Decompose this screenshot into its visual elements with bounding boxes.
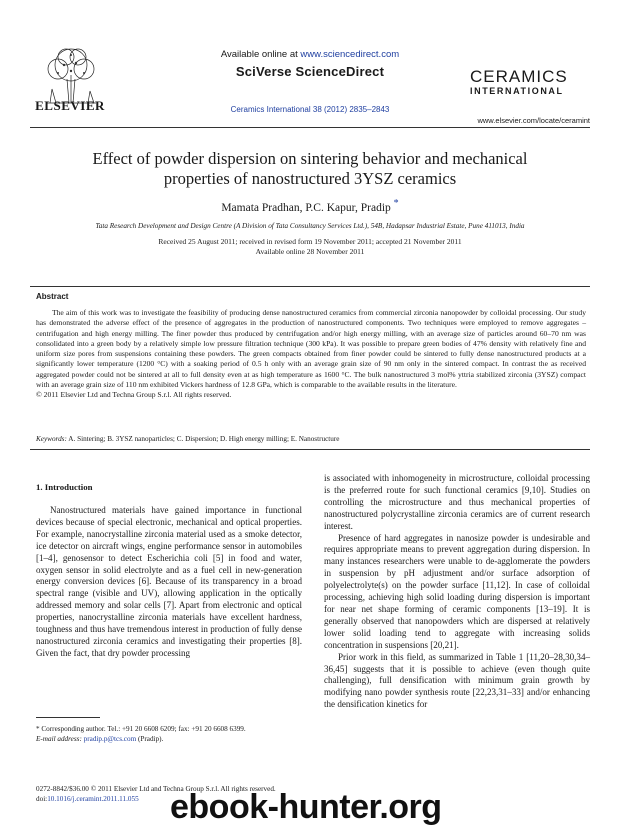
journal-reference-link[interactable]: Ceramics International 38 (2012) 2835–2843 [230, 105, 390, 114]
footnote-divider [36, 717, 100, 718]
journal-logo-line1: CERAMICS [470, 67, 568, 86]
abstract-body [36, 308, 586, 401]
available-online [0, 49, 620, 60]
corresponding-author-note: * Corresponding author. Tel.: +91 20 6608 6209; fax: +91 20 6608 6399. [36, 725, 246, 733]
intro-paragraph-3: Prior work in this field, as summarized in Table 1 [11,20–28,30,34–36,45] suggests that it is possible to achieve (even though quite challenging), full densification with minimum grain growth by modifying nano powder synthesis route [22,23,31–33] and/or enhancing the densification kinetics for [324, 651, 590, 710]
abstract-copyright: © 2011 Elsevier Ltd and Techna Group S.r.l. All rights reserved. [36, 390, 232, 400]
intro-paragraph-2: Presence of hard aggregates in nanosize powder is undesirable and requires appropriate means to prevent aggregation during dispersion. In many instances researchers were unable to de-agglomerate the powders in suspension by pH adjustment and/or surface adsorption of polyelectrolyte(s) on the powder surface [11,12]. In case of colloidal processing, achieving high solid loading during dispersion is important for near net shape forming of ceramic components [13–19]. It is generally observed that nanopowders which are dispersed at relatively lower solid loading tend to aggregate with increasing solids concentration in suspensions [20,21]. [324, 532, 590, 650]
title-line-2: properties of nanostructured 3YSZ ceramics [163, 169, 457, 188]
doi-label: doi: [36, 795, 48, 803]
section-heading-introduction: 1. Introduction [36, 482, 93, 492]
publisher-name: ELSEVIER [35, 98, 105, 113]
article-history [0, 237, 620, 257]
journal-url[interactable]: www.elsevier.com/locate/ceramint [477, 116, 590, 125]
watermark-text: ebook-hunter.org [170, 788, 442, 826]
intro-paragraph-1: Nanostructured materials have gained importance in functional devices because of special electronic, mechanical and optical properties. For example, nanocrystalline zirconia material used as a smoke detector, ice detector on aircraft wings, engine performance sensor in automobiles [1–4], genosensor to detect Escherichia coli [5] in food and water, oxygen sensor in solid electrolyte and as a fuel cell in new-generation energy conversion devices [6]. Because of its transparency in a broad spectral range (visible and UV), allowing application in the optically addressed memory and solar cells [7]. Apart from electronic and optical properties, nanocrystalline zirconia materials have excellent hardness, toughness and thus have tremendous interest in production of fully dense nanostructured zirconia ceramics and investigating their properties [8]. Given the fact, that dry powder processing [36, 505, 302, 658]
keywords [36, 435, 586, 443]
authors: Mamata Pradhan, P.C. Kapur, Pradip [221, 201, 391, 214]
abstract-divider-bottom [30, 449, 590, 450]
sciverse-logo-text: SciVerse ScienceDirect [235, 64, 385, 79]
footnote [36, 724, 302, 744]
abstract-divider-top [30, 286, 590, 287]
available-prefix: Available online at [220, 49, 301, 60]
email-suffix: (Pradip). [136, 735, 164, 743]
available-online-date: Available online 28 November 2011 [255, 247, 365, 256]
email-link[interactable]: pradip.p@tcs.com [83, 735, 137, 743]
doi-link[interactable]: 10.1016/j.ceramint.2011.11.055 [47, 795, 139, 803]
abstract-paragraph: The aim of this work was to investigate the feasibility of producing dense nanostructured ceramics from commercial zirconia nanopowder by colloidal processing. Our study has demonstrated the adverse effect of the presence of aggregates in the production of nanostructured components. Two techniques were employed to remove aggregates – centrifugation and high energy milling. The finer powder thus produced by centrifugation and/or high energy milling, with an average size of particles around 60–70 nm was consolidated into a green body by a relatively simple low pressure filtration technique (300 kPa). It was possible to prepare green bodies of 47% density with relatively fine and uniform size pores from suspensions containing these powders. The green compacts obtained from finer powder could be sintered to fully dense nanostructured products at a significantly lower temperature (1200 °C) with a soaking period of 0.5 h only with an average grain size of 90 nm only in the sintered compact. In contrast the as received aggregated powder could not be sintered at all to full density even at as high temperature as 1600 °C. The bulk nanostructured 3 mol% yttria stabilized zirconia (3YSZ) compact with an average grain size of 110 nm exhibited Vickers hardness of 12.8 GPa, which is comparable to the available results in the literature. [36, 308, 586, 390]
email-label: E-mail address: [36, 735, 84, 743]
affiliation: Tata Research Development and Design Centre (A Division of Tata Consultancy Services Ltd.), 54B, Hadapsar Industrial Estate, Pune 411013, India [95, 222, 525, 230]
abstract-heading: Abstract [36, 292, 69, 301]
title-line-1: Effect of powder dispersion on sintering behavior and mechanical [92, 149, 528, 168]
journal-logo [470, 68, 590, 96]
author-list [0, 198, 620, 214]
header-divider [30, 127, 590, 128]
keywords-label: Keywords: [36, 435, 67, 443]
intro-paragraph-continued: is associated with inhomogeneity in microstructure, colloidal processing is the preferred route for such functional ceramics [9,10]. Studies on controlling the microstructure and thus mechanical properties of nanostructured polycrystalline zirconia ceramics are of current research interest. [324, 473, 590, 531]
received-dates: Received 25 August 2011; received in revised form 19 November 2011; accepted 21 November 2011 [158, 237, 462, 246]
sciencedirect-link[interactable]: www.sciencedirect.com [300, 49, 400, 60]
corresponding-author-mark[interactable]: * [393, 198, 399, 209]
left-column [36, 505, 302, 660]
keywords-list: A. Sintering; B. 3YSZ nanoparticles; C. Dispersion; D. High energy milling; E. Nanostructure [66, 435, 340, 443]
journal-logo-line2: INTERNATIONAL [470, 86, 564, 96]
article-title [40, 149, 580, 189]
email-line [36, 734, 302, 744]
issn-line: 0272-8842/$36.00 © 2011 Elsevier Ltd and Techna Group S.r.l. All rights reserved. [36, 785, 276, 793]
right-column [324, 473, 590, 711]
